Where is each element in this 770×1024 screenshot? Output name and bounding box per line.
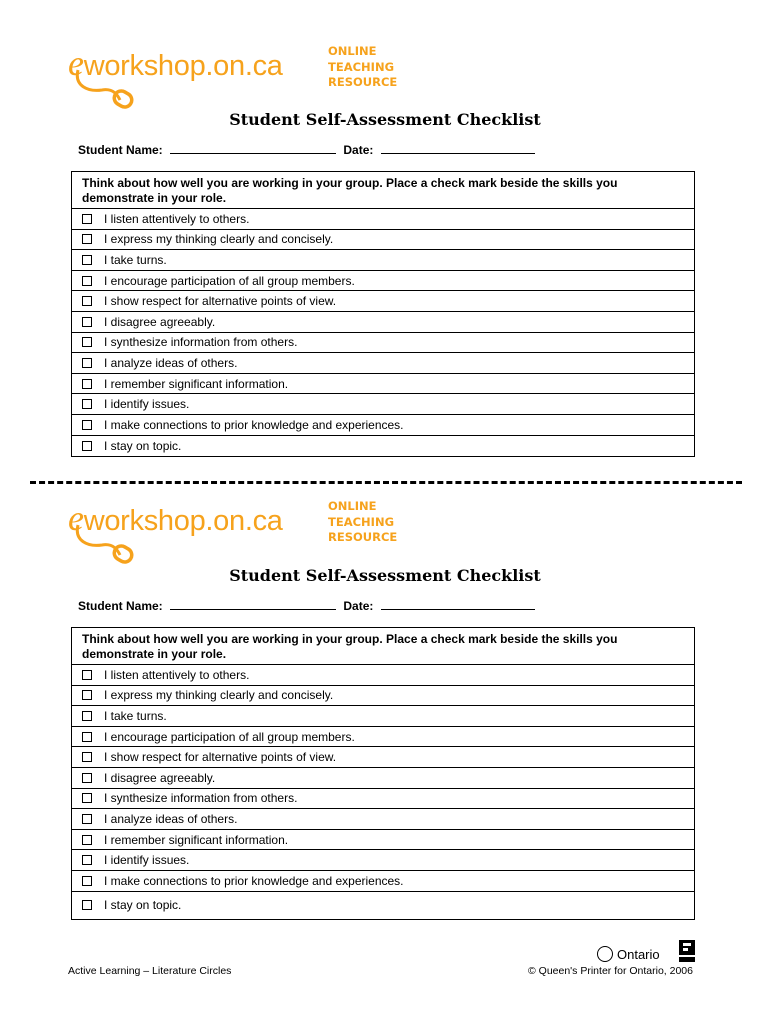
checklist-item [72, 291, 694, 312]
checklist-item-label: I express my thinking clearly and concisely. [104, 232, 334, 247]
checklist-item-label: I remember significant information. [104, 832, 289, 847]
checklist-item-label: I analyze ideas of others. [104, 355, 238, 370]
checklist-item [72, 768, 694, 789]
dashed-cut-line [30, 481, 742, 484]
logo-site-name: eworkshop.on.ca [68, 498, 283, 538]
checklist-table [71, 627, 695, 920]
checklist-item [72, 789, 694, 810]
checkbox[interactable] [82, 276, 92, 286]
checklist-item [72, 415, 694, 436]
checklist-item-label: I listen attentively to others. [104, 211, 250, 226]
checklist-item [72, 209, 694, 230]
checkbox[interactable] [82, 773, 92, 783]
checklist-item [72, 250, 694, 271]
checklist-item-label: I show respect for alternative points of view. [104, 294, 337, 309]
checkbox[interactable] [82, 399, 92, 409]
checklist-item-label: I disagree agreeably. [104, 770, 216, 785]
checklist-item [72, 686, 694, 707]
checklist-item-label: I stay on topic. [104, 438, 182, 453]
checkbox[interactable] [82, 670, 92, 680]
checklist-item [72, 850, 694, 871]
checklist-item-label: I synthesize information from others. [104, 335, 298, 350]
checkbox[interactable] [82, 814, 92, 824]
logo-tagline: ONLINE TEACHING RESOURCE [328, 44, 398, 89]
checkbox[interactable] [82, 732, 92, 742]
name-date-row [78, 142, 535, 157]
checkbox[interactable] [82, 752, 92, 762]
checklist-item-label: I take turns. [104, 708, 167, 723]
checklist-item-label: I listen attentively to others. [104, 667, 250, 682]
checkbox[interactable] [82, 379, 92, 389]
checkbox[interactable] [82, 441, 92, 451]
ontario-wordmark: Ontario [617, 946, 660, 962]
trillium-icon [597, 946, 613, 962]
checklist-item [72, 436, 694, 457]
checkbox[interactable] [82, 358, 92, 368]
checkbox[interactable] [82, 690, 92, 700]
checklist-item [72, 665, 694, 686]
page-title: Student Self-Assessment Checklist [229, 566, 541, 585]
checklist-item-label: I stay on topic. [104, 898, 182, 913]
checklist-item [72, 747, 694, 768]
checklist-item-label: I encourage participation of all group members. [104, 729, 355, 744]
checklist-item [72, 892, 694, 919]
footer-copyright: © Queen's Printer for Ontario, 2006 [528, 965, 693, 977]
checkbox[interactable] [82, 420, 92, 430]
checklist-table [71, 171, 695, 457]
checkbox[interactable] [82, 793, 92, 803]
mouse-cable-icon [74, 68, 144, 112]
checklist-item-label: I encourage participation of all group members. [104, 273, 355, 288]
checklist-item-label: I show respect for alternative points of view. [104, 750, 337, 765]
checklist-item-label: I synthesize information from others. [104, 791, 298, 806]
checkbox[interactable] [82, 900, 92, 910]
checklist-item [72, 271, 694, 292]
instructions: Think about how well you are working in your group. Place a check mark beside the skills you demonstrate in your role. [72, 172, 694, 209]
checklist-item [72, 871, 694, 892]
eworkshop-logo [68, 42, 408, 108]
student-name-field[interactable] [170, 142, 336, 154]
tfo-logo-icon [678, 939, 696, 963]
logo-tagline: ONLINE TEACHING RESOURCE [328, 499, 398, 544]
checklist-item-label: I express my thinking clearly and concisely. [104, 688, 334, 703]
checklist-item [72, 230, 694, 251]
checkbox[interactable] [82, 835, 92, 845]
instructions: Think about how well you are working in your group. Place a check mark beside the skills you demonstrate in your role. [72, 628, 694, 665]
checklist-item [72, 809, 694, 830]
checkbox[interactable] [82, 214, 92, 224]
date-field[interactable] [381, 142, 535, 154]
name-date-row [78, 598, 535, 613]
checklist-item-label: I identify issues. [104, 397, 190, 412]
checklist-item-label: I disagree agreeably. [104, 314, 216, 329]
checklist-item [72, 374, 694, 395]
student-name-label: Student Name: [78, 599, 163, 613]
checklist-item [72, 830, 694, 851]
checklist-item-label: I remember significant information. [104, 376, 289, 391]
checkbox[interactable] [82, 855, 92, 865]
checkbox[interactable] [82, 317, 92, 327]
checklist-item-label: I identify issues. [104, 853, 190, 868]
checkbox[interactable] [82, 876, 92, 886]
checklist-item [72, 727, 694, 748]
checklist-item-label: I make connections to prior knowledge and experiences. [104, 873, 404, 888]
page-title: Student Self-Assessment Checklist [229, 110, 541, 129]
checkbox[interactable] [82, 296, 92, 306]
checklist-item [72, 706, 694, 727]
footer-course-title: Active Learning – Literature Circles [68, 965, 232, 977]
checkbox[interactable] [82, 337, 92, 347]
checklist-item [72, 312, 694, 333]
checklist-item-label: I take turns. [104, 252, 167, 267]
checklist-item [72, 353, 694, 374]
checklist-item [72, 394, 694, 415]
student-name-label: Student Name: [78, 143, 163, 157]
checklist-item [72, 333, 694, 354]
mouse-cable-icon [74, 523, 144, 567]
checkbox[interactable] [82, 711, 92, 721]
checkbox[interactable] [82, 255, 92, 265]
student-name-field[interactable] [170, 598, 336, 610]
date-label: Date: [343, 599, 374, 613]
checklist-item-label: I analyze ideas of others. [104, 811, 238, 826]
eworkshop-logo [68, 497, 408, 563]
ontario-logo [597, 946, 660, 962]
logo-site-name: eworkshop.on.ca [68, 43, 283, 83]
date-label: Date: [343, 143, 374, 157]
checklist-item-label: I make connections to prior knowledge and experiences. [104, 417, 404, 432]
checkbox[interactable] [82, 234, 92, 244]
date-field[interactable] [381, 598, 535, 610]
